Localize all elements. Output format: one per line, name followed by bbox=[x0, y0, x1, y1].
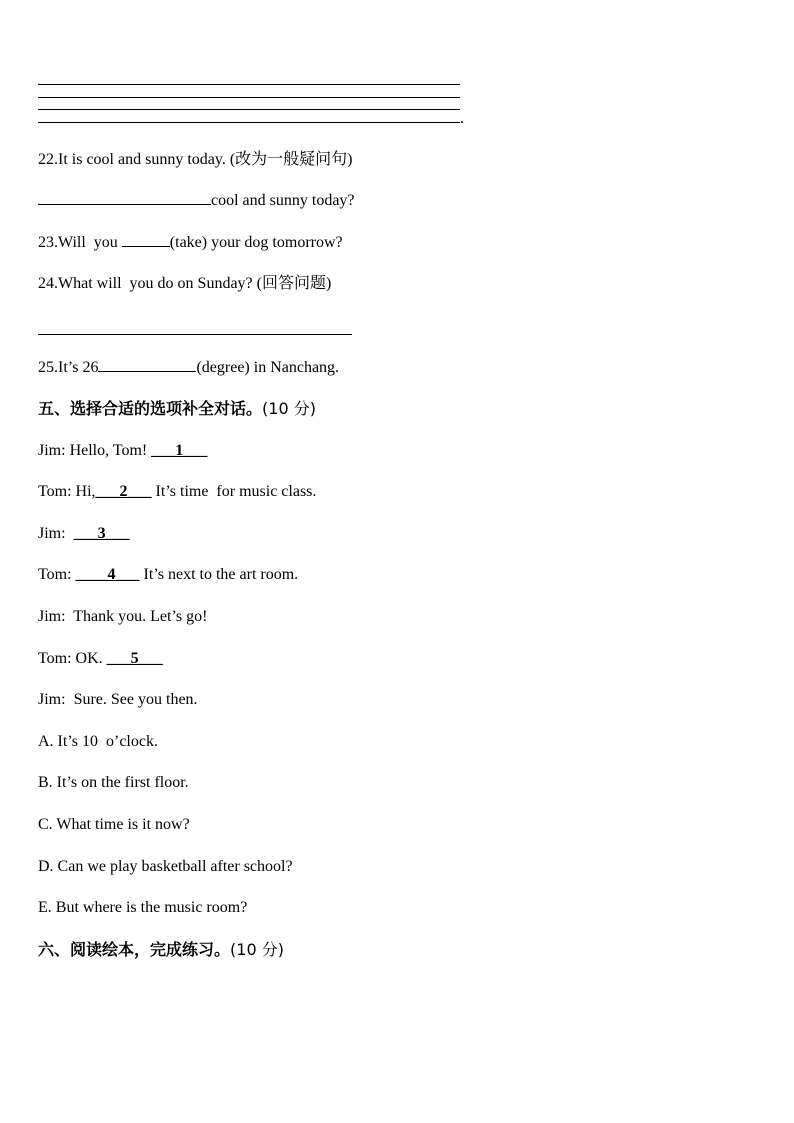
question-number: 23. bbox=[38, 234, 58, 251]
question-text-post: (take) your dog tomorrow? bbox=[169, 234, 343, 251]
question-number: 22. bbox=[38, 151, 58, 168]
line-text: Thank you. Let’s go! bbox=[65, 608, 208, 625]
question-22-answer bbox=[38, 191, 355, 211]
option-d: D. Can we play basketball after school? bbox=[38, 858, 293, 875]
question-23 bbox=[38, 233, 343, 253]
question-text-pre: Will you bbox=[58, 234, 122, 251]
question-22 bbox=[38, 150, 353, 170]
writing-line[interactable] bbox=[38, 84, 460, 85]
speaker: Tom: bbox=[38, 566, 72, 583]
section-points: (10 分) bbox=[262, 399, 316, 418]
dialogue-line bbox=[38, 482, 316, 502]
speaker: Jim: bbox=[38, 525, 66, 542]
section-points: (10 分) bbox=[230, 940, 284, 959]
question-24 bbox=[38, 274, 331, 294]
question-text-post: (degree) in Nanchang. bbox=[196, 359, 340, 376]
dialogue-line bbox=[38, 441, 207, 461]
answer-blank[interactable] bbox=[122, 245, 170, 247]
dialogue-blank[interactable]: ___1___ bbox=[151, 442, 208, 459]
line-text: Hi, bbox=[71, 483, 96, 500]
section-6-heading bbox=[38, 940, 284, 960]
speaker: Jim: bbox=[38, 608, 66, 625]
writing-line[interactable] bbox=[38, 109, 460, 110]
speaker: Tom: bbox=[38, 650, 72, 667]
question-number: 24. bbox=[38, 275, 58, 292]
line-text: Sure. See you then. bbox=[65, 691, 198, 708]
option-e: E. But where is the music room? bbox=[38, 899, 248, 916]
option-a: A. It’s 10 o’clock. bbox=[38, 733, 158, 750]
dialogue-line bbox=[38, 565, 298, 585]
question-text-pre: It’s 26 bbox=[58, 359, 99, 376]
dialogue-line bbox=[38, 607, 207, 627]
line-text bbox=[66, 525, 74, 542]
speaker: Jim: bbox=[38, 691, 66, 708]
answer-blank[interactable] bbox=[38, 203, 211, 205]
answer-suffix: cool and sunny today? bbox=[211, 192, 355, 209]
dialogue-line bbox=[38, 524, 130, 544]
line-text: OK. bbox=[71, 650, 107, 667]
writing-line[interactable] bbox=[38, 97, 460, 98]
question-text: What will you do on Sunday? (回答问题) bbox=[58, 275, 332, 292]
dialogue-blank[interactable]: ____4___ bbox=[75, 566, 140, 583]
writing-lines-end-mark: . bbox=[460, 110, 464, 127]
dialogue-blank[interactable]: ___3___ bbox=[73, 525, 130, 542]
answer-line[interactable] bbox=[38, 334, 352, 335]
question-25 bbox=[38, 358, 339, 378]
line-text: It’s time for music class. bbox=[151, 483, 317, 500]
dialogue-blank[interactable]: ___5___ bbox=[106, 650, 163, 667]
section-title: 六、阅读绘本，完成练习。 bbox=[38, 940, 231, 959]
section-5-heading bbox=[38, 399, 316, 419]
question-text: It is cool and sunny today. (改为一般疑问句) bbox=[58, 151, 353, 168]
line-text: It’s next to the art room. bbox=[139, 566, 299, 583]
answer-blank[interactable] bbox=[98, 370, 196, 372]
section-title: 五、选择合适的选项补全对话。 bbox=[38, 399, 263, 418]
writing-line[interactable] bbox=[38, 122, 460, 123]
dialogue-blank[interactable]: ___2___ bbox=[95, 483, 152, 500]
dialogue-line bbox=[38, 690, 198, 710]
option-b: B. It’s on the first floor. bbox=[38, 774, 189, 791]
dialogue-line bbox=[38, 649, 163, 669]
speaker: Tom: bbox=[38, 483, 72, 500]
speaker: Jim: bbox=[38, 442, 66, 459]
option-c: C. What time is it now? bbox=[38, 816, 190, 833]
line-text: Hello, Tom! bbox=[65, 442, 152, 459]
question-number: 25. bbox=[38, 359, 58, 376]
